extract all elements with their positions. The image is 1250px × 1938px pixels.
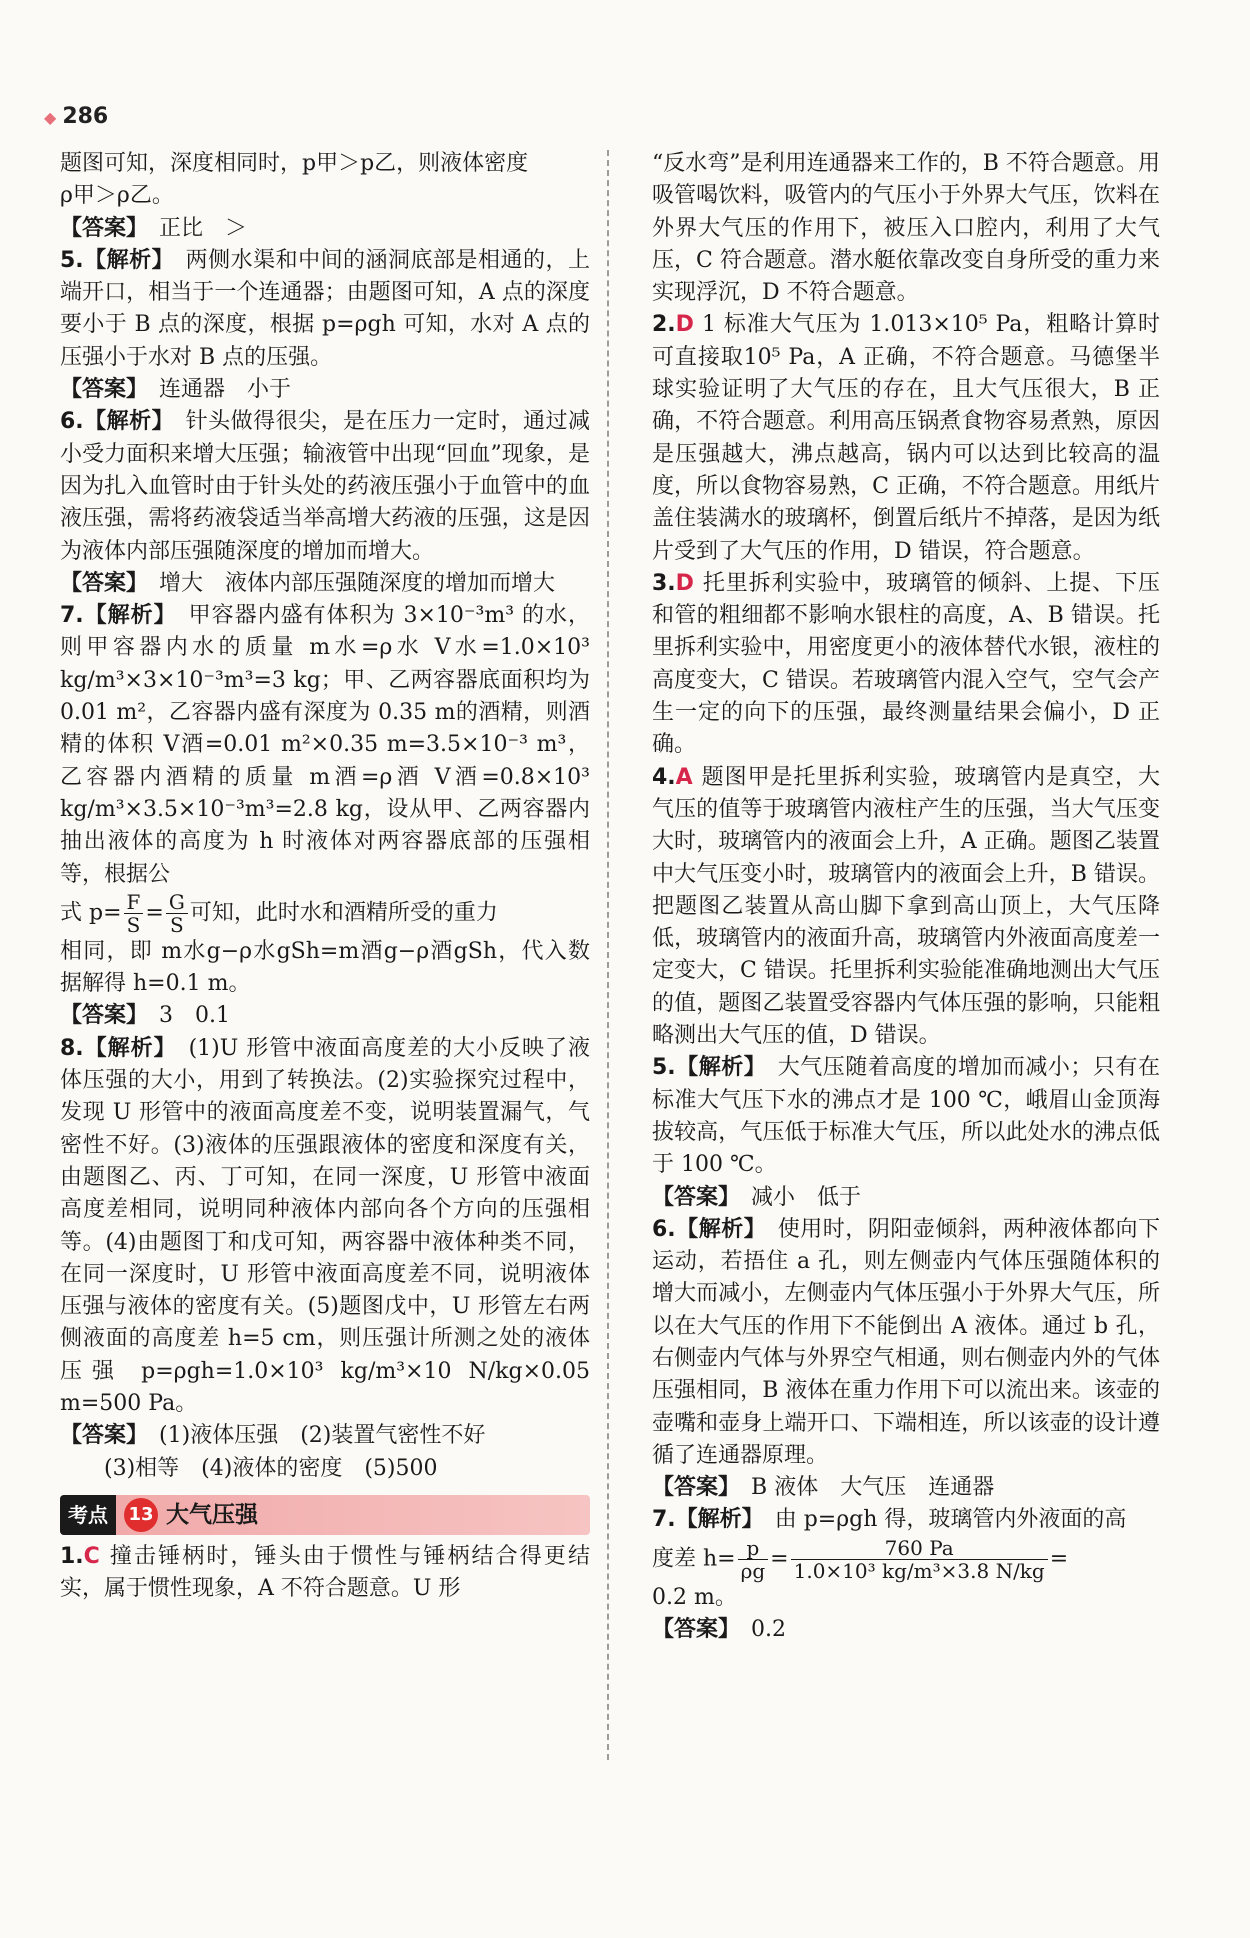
answer-7: 【答案】 0.2 [652,1617,787,1643]
answer-7: 【答案】 3 0.1 [60,1003,231,1029]
question-6-analysis: 6.【解析】 针头做得很尖，是在压力一定时，通过减小受力面积来增大压强；输液管中出现“回血”现象，是因为扎入血管时由于针头处的药液压强小于血管中的血液压强，需将药液袋适当举高增大药液的压强，这是因为液体内部压强随深度的增加而增大。 [60,409,590,564]
page-number: ◆ 286 [44,104,109,129]
question-5-analysis: 5.【解析】 大气压随着高度的增加而减小；只有在标准大气压下水的沸点才是 100 ℃，峨眉山金顶海拔较高，气压低于标准大气压，所以此处水的沸点低于 100 ℃。 [652,1055,1160,1178]
question-8-analysis: 8.【解析】 (1)U 形管中液面高度差的大小反映了液体压强的大小，用到了转换法。(2)实验探究过程中，发现 U 形管中的液面高度差不变，说明装置漏气，气密性不好。(3)液体的压强跟液体的密度和深度有关，由题图乙、丙、丁可知，在同一深度，U 形管中液面高度差相同，说明同种液体内部向各个方向的压强相等。(4)由题图丁和戊可知，两容器中液体种类不同，在同一深度时，U 形管中液面高度差不同，说明液体压强与液体的密度有关。(5)题图戊中，U 形管左右两侧液面的高度差 h=5 cm，则压强计所测之处的液体压强 p=ρgh=1.0×10³ kg/m³×10 N/kg×0.05 m=500 Pa。 [60,1035,590,1416]
fraction: $\frac{p}{\rho g}$ [738,1537,769,1582]
question-5-analysis: 5.【解析】 两侧水渠和中间的涵洞底部是相通的，上端开口，相当于一个连通器；由题图可知，A 点的深度要小于 B 点的深度，根据 p=ρgh 可知，水对 A 点的压强小于水对 B 点的压强。 [60,247,590,370]
answer-5: 【答案】 减小 低于 [652,1184,862,1210]
fraction: $\frac{F}{S}$ [124,891,144,936]
question-4: 4.A 题图甲是托里拆利实验，玻璃管内是真空，大气压的值等于玻璃管内液柱产生的压强，当大气压变大时，玻璃管内的液面会上升，A 正确。题图乙装置中大气压变小时，玻璃管内的液面会上升，B 错误。把题图乙装置从高山脚下拿到高山顶上，大气压降低，玻璃管内的液面升高，玻璃管内外液面高度差一定变大，C 错误。托里拆利实验能准确地测出大气压的值，题图乙装置受容器内气体压强的影响，只能粗略测出大气压的值，D 错误。 [652,764,1160,1049]
left-column [60,148,590,1605]
question-7-continued: 相同，即 m水g−ρ水gSh=m酒g−ρ酒gSh，代入数据解得 h=0.1 m。 [60,938,590,997]
question-7-analysis: 7.【解析】 由 p=ρgh 得，玻璃管内外液面的高 [652,1507,1127,1533]
section-label: 考点 [60,1495,116,1535]
fraction: $\frac{760 Pa}{\text{1.0×10³ kg/m³×3.8 N/kg}}$ [791,1537,1048,1582]
answer-8: 【答案】 (1)液体压强 (2)装置气密性不好 (3)相等 (4)液体的密度 (5)500 [60,1423,486,1481]
question-1-continued: “反水弯”是利用连通器来工作的，B 不符合题意。用吸管喝饮料，吸管内的气压小于外界大气压，饮料在外界大气压的作用下，被压入口腔内，利用了大气压，C 符合题意。潜水艇依靠改变自身所受的重力来实现浮沉，D 不符合题意。 [652,151,1160,306]
fraction: $\frac{G}{S}$ [166,891,188,936]
question-1: 1.C 撞击锤柄时，锤头由于惯性与锤柄结合得更结实，属于惯性现象，A 不符合题意。U 形 [60,1543,590,1602]
question-7-result: 0.2 m。 [652,1584,737,1610]
column-divider [607,150,609,1760]
section-title: 大气压强 [166,1501,258,1528]
question-7-analysis: 7.【解析】 甲容器内盛有体积为 3×10⁻³m³ 的水，则甲容器内水的质量 m水=ρ水 V水=1.0×10³ kg/m³×3×10⁻³m³=3 kg；甲、乙两容器底面积均为 0.01 m²，乙容器内盛有深度为 0.35 m的酒精，则酒精的体积 V酒=0.01 m²×0.35 m=3.5×10⁻³ m³，乙容器内酒精的质量 m酒=ρ酒 V酒=0.8×10³ kg/m³×3.5×10⁻³m³=2.8 kg，设从甲、乙两容器内抽出液体的高度为 h 时液体对两容器底部的压强相等，根据公 [60,603,590,887]
right-column [652,148,1160,1646]
question-6-analysis: 6.【解析】 使用时，阴阳壶倾斜，两种液体都向下运动，若捂住 a 孔，则左侧壶内气体压强随体积的增大而减小，左侧壶内气体压强小于外界大气压，所以在大气压的作用下不能倒出 A 液体。通过 b 孔，右侧壶内气体与外界空气相通，则右侧壶内外的气体压强相同，B 液体在重力作用下可以流出来。该壶的壶嘴和壶身上端开口、下端相连，所以该壶的设计遵循了连通器原理。 [652,1216,1160,1468]
answer-5: 【答案】 连通器 小于 [60,377,292,403]
question-2: 2.D 1 标准大气压为 1.013×10⁵ Pa，粗略计算时可直接取10⁵ Pa，A 正确，不符合题意。马德堡半球实验证明了大气压的存在，且大气压很大，B 正确，不符合题意。利用高压锅煮食物容易煮熟，原因是压强越大，沸点越高，锅内可以达到比较高的温度，所以食物容易熟，C 正确，不符合题意。用纸片盖住装满水的玻璃杯，倒置后纸片不掉落，是因为纸片受到了大气压的作用，D 错误，符合题意。 [652,312,1160,564]
section-header [60,1495,590,1535]
section-number-badge: 13 [124,1498,158,1532]
formula-line: 度差 h= $\frac{p}{\rho g}$ = $\frac{760 Pa}{\text{1.0×10³ kg/m³×3.8 N/kg}}$ = [652,1535,1069,1583]
formula-line: 式 p= $\frac{F}{S}$ = $\frac{G}{S}$ 可知，此时水和酒精所受的重力 [60,889,498,937]
answer-4: 【答案】 正比 ＞ [60,215,248,241]
answer-6: 【答案】 B 液体 大气压 连通器 [652,1475,995,1501]
continued-text: 题图可知，深度相同时，p甲＞p乙，则液体密度 ρ甲＞ρ乙。 [60,151,529,209]
answer-6: 【答案】 增大 液体内部压强随深度的增加而增大 [60,570,556,596]
question-3: 3.D 托里拆利实验中，玻璃管的倾斜、上提、下压和管的粗细都不影响水银柱的高度，A、B 错误。托里拆利实验中，用密度更小的液体替代水银，液柱的高度变大，C 错误。若玻璃管内混入空气，空气会产生一定的向下的压强，最终测量结果会偏小，D 正确。 [652,570,1160,758]
